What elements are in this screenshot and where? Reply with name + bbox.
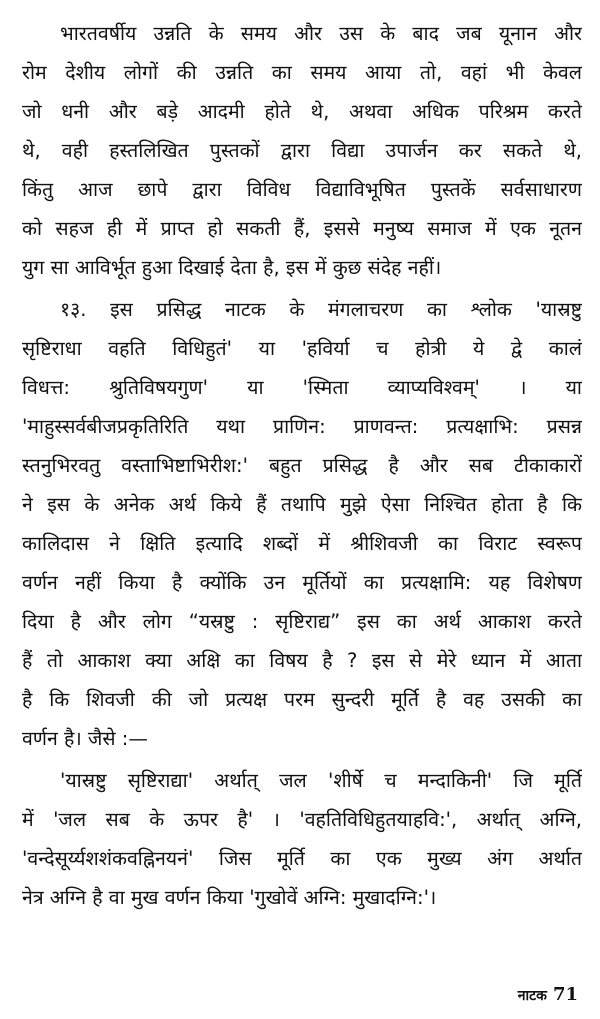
paragraph-1-line-2: रोम देशीय लोगों की उन्नति का समय आया तो, वहां भी केवल — [22, 61, 582, 84]
paragraph-2-line-4: 'माहुस्सर्वबीजप्रकृतिरिति यथा प्राणिन: प्राणवन्त: प्रत्यक्षाभि: प्रसन्न — [22, 415, 582, 438]
paragraph-3-line-3: 'वन्देसूर्य्यशशंकवह्निनयनं' जिस मूर्ति का एक मुख्य अंग अर्थात — [22, 847, 582, 870]
paragraph-1-line-3: जो धनी और बड़े आदमी होते थे, अथवा अधिक परिश्रम करते — [22, 100, 582, 123]
paragraph-1-line-1: भारतवर्षीय उन्नति के समय और उस के बाद जब यूनान और — [60, 22, 582, 45]
page-number: 71 — [552, 984, 578, 1005]
paragraph-1-line-7: युग सा आविर्भूत हुआ दिखाई देता है, इस में कुछ संदेह नहीं। — [22, 256, 442, 279]
page-footer — [518, 983, 578, 1007]
paragraph-2-line-7: कालिदास ने क्षिति इत्यादि शब्दों में श्रीशिवजी का विराट स्वरूप — [22, 532, 582, 555]
paragraph-1-line-5: किंतु आज छापे द्वारा विविध विद्याविभूषित पुस्तकें सर्वसाधारण — [22, 178, 582, 201]
paragraph-2-line-5: स्तनुभिरवतु वस्ताभिष्टाभिरीश:' बहुत प्रसिद्ध है और सब टीकाकारों — [22, 454, 582, 477]
paragraph-2-line-1: १३. इस प्रसिद्ध नाटक के मंगलाचरण का श्लोक 'यास्रष्टु — [60, 298, 582, 321]
paragraph-2-line-9: दिया है और लोग “यस्रष्टु : सृष्टिराद्य” इस का अर्थ आकाश करते — [22, 610, 582, 633]
paragraph-2-line-6: ने इस के अनेक अर्थ किये हैं तथापि मुझे ऐसा निश्चित होता है कि — [22, 493, 582, 516]
paragraph-2-line-12: वर्णन है। जैसे :— — [22, 727, 148, 750]
paragraph-2-line-11: है कि शिवजी की जो प्रत्यक्ष परम सुन्दरी मूर्ति है वह उसकी का — [22, 688, 582, 711]
paragraph-3-line-1: 'यास्रष्टु सृष्टिराद्या' अर्थात् जल 'शीर्षे च मन्दाकिनी' जि मूर्ति — [60, 769, 582, 792]
paragraph-2-line-2: सृष्टिराधा वहति विधिहुतं' या 'हविर्या च होत्री ये द्वे कालं — [22, 337, 582, 360]
paragraph-1-line-6: को सहज ही में प्राप्त हो सकती हैं, इससे मनुष्य समाज में एक नूतन — [22, 217, 582, 240]
paragraph-3-line-2: में 'जल सब के ऊपर है' । 'वहतिविधिहुतयाहवि:', अर्थात् अग्नि, — [22, 808, 582, 831]
running-footer-title: नाटक — [517, 988, 547, 1004]
paragraph-3-line-4: नेत्र अग्नि है वा मुख वर्णन किया 'गुखोवें अग्नि: मुखादग्नि:'। — [22, 886, 437, 909]
paragraph-1-line-4: थे, वही हस्तलिखित पुस्तकों द्वारा विद्या उपार्जन कर सकते थे, — [22, 139, 582, 162]
paragraph-2-line-3: विधत्त: श्रुतिविषयगुण' या 'स्मिता व्याप्यविश्वम्' । या — [22, 376, 582, 399]
paragraph-2-line-8: वर्णन नहीं किया है क्योंकि उन मूर्तियों का प्रत्यक्षामि: यह विशेषण — [22, 571, 582, 594]
paragraph-2-line-10: हैं तो आकाश क्या अक्षि का विषय है ? इस से मेरे ध्यान में आता — [22, 649, 582, 672]
